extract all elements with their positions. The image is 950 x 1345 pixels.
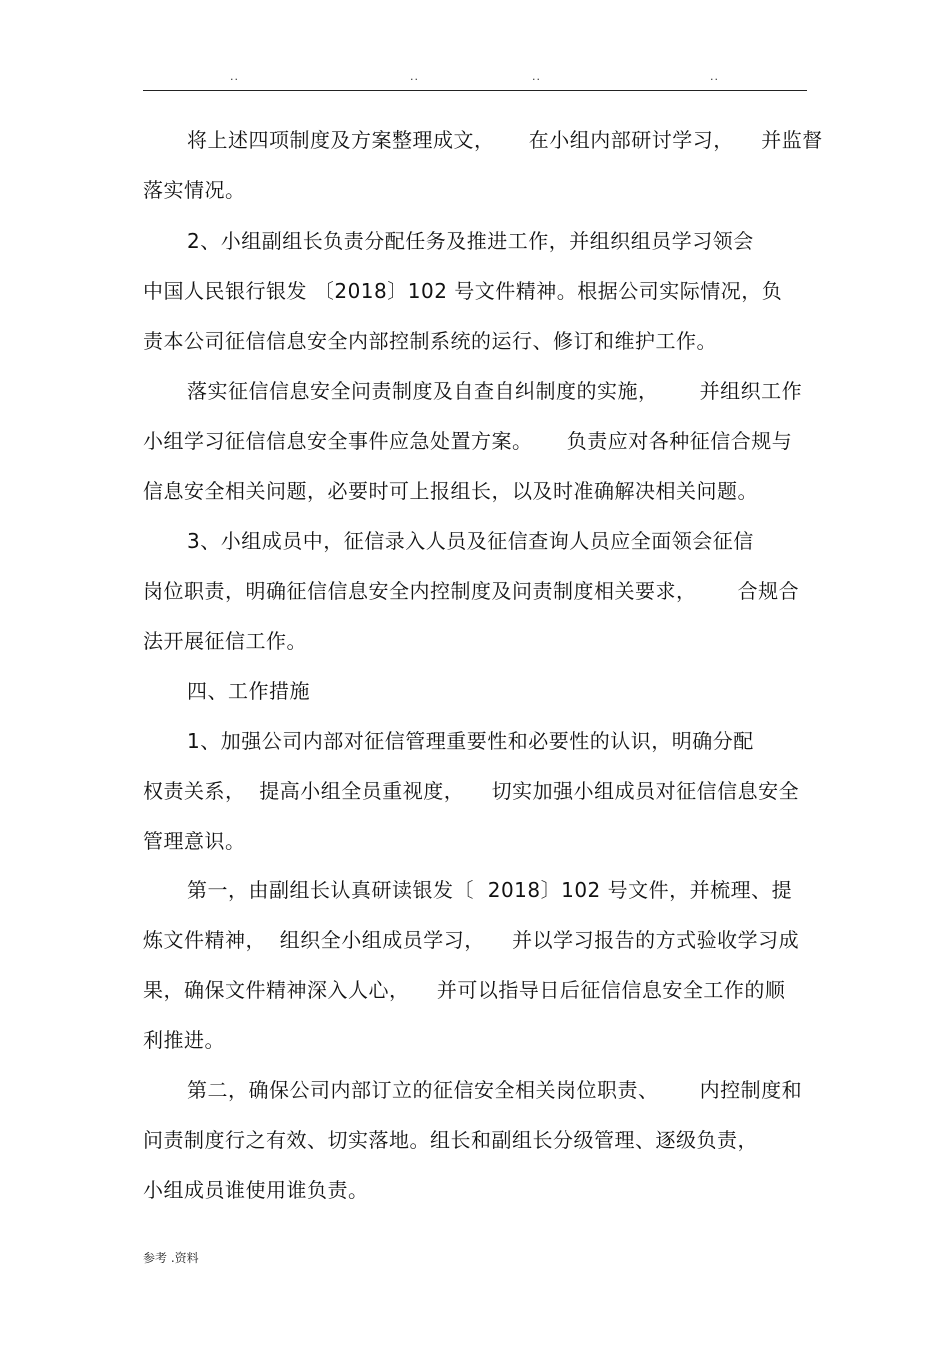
section-heading: 四、工作措施 [187, 679, 310, 703]
text-line: 法开展征信工作。 [143, 629, 307, 653]
text-line: 信息安全相关问题，必要时可上报组长，以及时准确解决相关问题。 [143, 479, 758, 503]
text-line: 利推进。 [143, 1028, 225, 1052]
text-line: 小组学习征信信息安全事件应急处置方案。 负责应对各种征信合规与 [143, 429, 793, 453]
text-line: 3、小组成员中，征信录入人员及征信查询人员应全面领会征信 [187, 529, 754, 553]
header-mark-4: .. [710, 70, 719, 83]
text-line: 将上述四项制度及方案整理成文， 在小组内部研讨学习， 并监督 [187, 128, 823, 152]
header-mark-3: .. [532, 70, 541, 83]
text-line: 1、加强公司内部对征信管理重要性和必要性的认识，明确分配 [187, 729, 754, 753]
text-line: 果，确保文件精神深入人心， 并可以指导日后征信信息安全工作的顺 [143, 978, 786, 1002]
text-line: 岗位职责，明确征信信息安全内控制度及问责制度相关要求， 合规合 [143, 579, 800, 603]
text-line: 权责关系， 提高小组全员重视度， 切实加强小组成员对征信信息安全 [143, 779, 800, 803]
page-footer: 参考 .资料 [143, 1251, 199, 1265]
text-line: 管理意识。 [143, 829, 246, 853]
text-line: 第二，确保公司内部订立的征信安全相关岗位职责、 内控制度和 [187, 1078, 803, 1102]
text-line: 责本公司征信信息安全内部控制系统的运行、修订和维护工作。 [143, 329, 717, 353]
text-line: 炼文件精神， 组织全小组成员学习， 并以学习报告的方式验收学习成 [143, 928, 800, 952]
text-line: 第一，由副组长认真研读银发〔 2018〕102 号文件，并梳理、提 [187, 878, 793, 902]
header-mark-1: .. [230, 70, 239, 83]
text-line: 问责制度行之有效、切实落地。组长和副组长分级管理、逐级负责， [143, 1128, 758, 1152]
text-line: 小组成员谁使用谁负责。 [143, 1178, 369, 1202]
text-line: 落实征信信息安全问责制度及自查自纠制度的实施， 并组织工作 [187, 379, 803, 403]
text-line: 2、小组副组长负责分配任务及推进工作，并组织组员学习领会 [187, 229, 754, 253]
header-mark-2: .. [410, 70, 419, 83]
text-line: 落实情况。 [143, 178, 246, 202]
header-divider [143, 90, 807, 91]
text-line: 中国人民银行银发 〔2018〕102 号文件精神。根据公司实际情况，负 [143, 279, 783, 303]
